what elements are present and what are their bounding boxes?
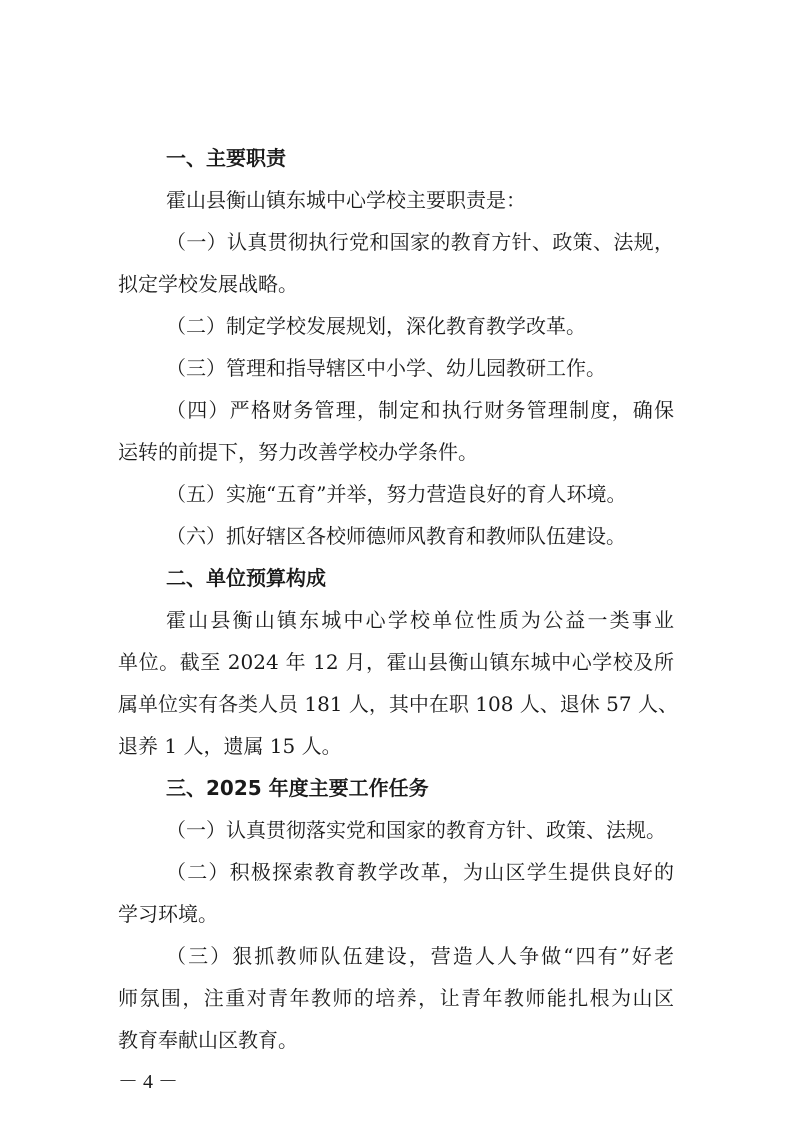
paragraph-line: 单位。截至 2024 年 12 月，霍山县衡山镇东城中心学校及所 — [118, 650, 674, 674]
paragraph-line: 师氛围，注重对青年教师的培养，让青年教师能扎根为山区 — [118, 986, 674, 1010]
paragraph-line: 退养 1 人，遗属 15 人。 — [118, 734, 342, 758]
paragraph-line: 教育奉献山区教育。 — [118, 1028, 298, 1052]
section-heading-budget-composition: 二、单位预算构成 — [166, 566, 326, 590]
paragraph-line: （三）管理和指导辖区中小学、幼儿园教研工作。 — [166, 356, 606, 380]
section-heading-duties: 一、主要职责 — [166, 146, 286, 170]
paragraph-line: （三）狠抓教师队伍建设，营造人人争做“四有”好老 — [166, 944, 674, 968]
page-number: － 4 － — [118, 1071, 178, 1093]
paragraph-line: 属单位实有各类人员 181 人，其中在职 108 人、退休 57 人、 — [118, 692, 678, 716]
section-heading-2025-tasks: 三、2025 年度主要工作任务 — [166, 776, 429, 800]
paragraph-line: （二）积极探索教育教学改革，为山区学生提供良好的 — [166, 860, 674, 884]
paragraph-line: 拟定学校发展战略。 — [118, 272, 298, 296]
paragraph-line: 霍山县衡山镇东城中心学校主要职责是： — [166, 188, 526, 212]
paragraph-line: 学习环境。 — [118, 902, 218, 926]
paragraph-line: （五）实施“五育”并举，努力营造良好的育人环境。 — [166, 482, 627, 506]
paragraph-line: 运转的前提下，努力改善学校办学条件。 — [118, 440, 478, 464]
paragraph-line: 霍山县衡山镇东城中心学校单位性质为公益一类事业 — [166, 608, 674, 632]
paragraph-line: （六）抓好辖区各校师德师风教育和教师队伍建设。 — [166, 524, 626, 548]
paragraph-line: （二）制定学校发展规划，深化教育教学改革。 — [166, 314, 586, 338]
paragraph-line: （一）认真贯彻落实党和国家的教育方针、政策、法规。 — [166, 818, 666, 842]
paragraph-line: （四）严格财务管理，制定和执行财务管理制度，确保 — [166, 398, 674, 422]
paragraph-line: （一）认真贯彻执行党和国家的教育方针、政策、法规， — [166, 230, 674, 254]
